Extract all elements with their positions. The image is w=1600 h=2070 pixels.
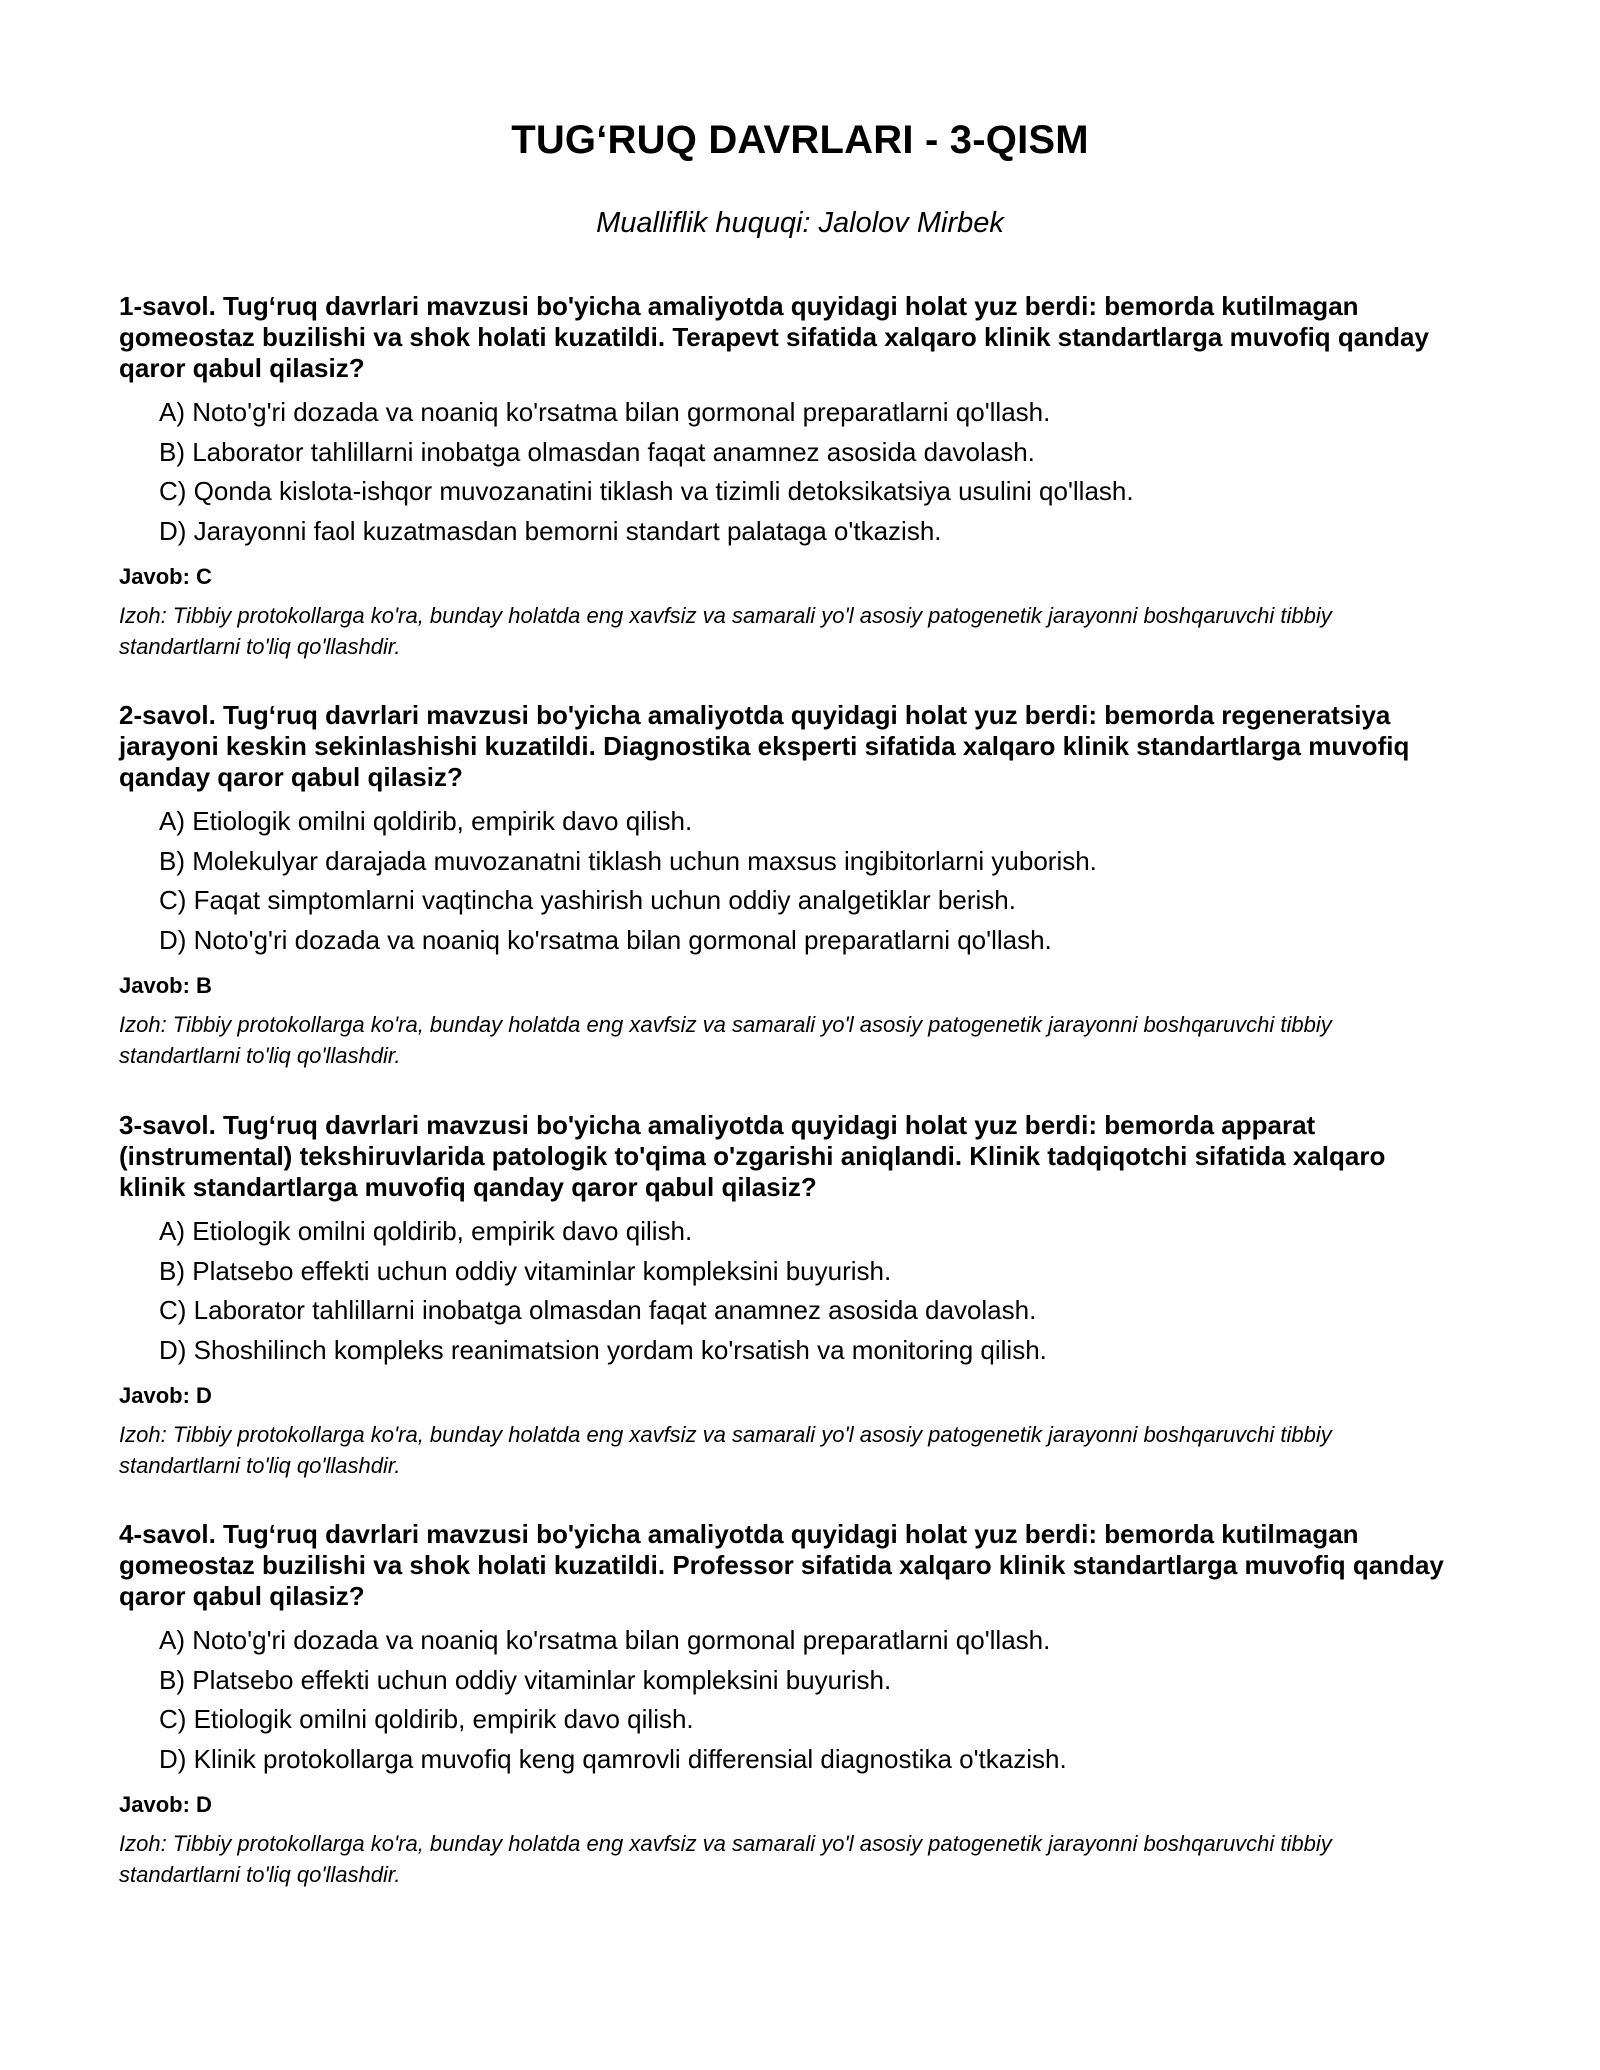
explanation-note: Izoh: Tibbiy protokollarga ko'ra, bunday holatda eng xavfsiz va samarali yo'l asosiy patogenetik jarayonni boshqaruvchi tibbiy standartlarni to'liq qo'llashdir. bbox=[119, 603, 1332, 659]
question-block-1 bbox=[119, 291, 1459, 662]
answer-options bbox=[159, 802, 1459, 960]
answer-label: Javob: C bbox=[119, 564, 212, 589]
explanation-note: Izoh: Tibbiy protokollarga ko'ra, bunday holatda eng xavfsiz va samarali yo'l asosiy patogenetik jarayonni boshqaruvchi tibbiy standartlarni to'liq qo'llashdir. bbox=[119, 1012, 1332, 1068]
option-c: C) Etiologik omilni qoldirib, empirik davo qilish. bbox=[159, 1704, 694, 1734]
answer-options bbox=[159, 1621, 1459, 1779]
option-c: C) Faqat simptomlarni vaqtincha yashirish uchun oddiy analgetiklar berish. bbox=[159, 885, 1016, 915]
option-d: D) Jarayonni faol kuzatmasdan bemorni standart palataga o'tkazish. bbox=[159, 515, 942, 546]
page-title: TUG‘RUQ DAVRLARI - 3-QISM bbox=[511, 118, 1089, 162]
option-a: A) Noto'g'ri dozada va noaniq ko'rsatma bilan gormonal preparatlarni qo'llash. bbox=[159, 1625, 1051, 1655]
option-c: C) Qonda kislota-ishqor muvozanatini tiklash va tizimli detoksikatsiya usulini qo'llash. bbox=[159, 476, 1134, 506]
explanation-note: Izoh: Tibbiy protokollarga ko'ra, bunday holatda eng xavfsiz va samarali yo'l asosiy patogenetik jarayonni boshqaruvchi tibbiy standartlarni to'liq qo'llashdir. bbox=[119, 1831, 1332, 1887]
option-a: A) Etiologik omilni qoldirib, empirik davo qilish. bbox=[159, 806, 693, 836]
option-b: B) Platsebo effekti uchun oddiy vitaminlar kompleksini buyurish. bbox=[159, 1255, 892, 1286]
option-d: D) Klinik protokollarga muvofiq keng qamrovli differensial diagnostika o'tkazish. bbox=[159, 1743, 1067, 1774]
answer-options bbox=[159, 393, 1459, 551]
option-b: B) Platsebo effekti uchun oddiy vitaminlar kompleksini buyurish. bbox=[159, 1664, 892, 1695]
option-b: B) Molekulyar darajada muvozanatni tiklash uchun maxsus ingibitorlarni yuborish. bbox=[159, 845, 1097, 876]
question-text: 3-savol. Tug‘ruq davrlari mavzusi bo'yicha amaliyotda quyidagi holat yuz berdi: bemorda apparat (instrumental) tekshiruvlarida patologik to'qima o'zgarishi aniqlandi. Klinik tadqiqotchi sifatida xalqaro klinik standartlarga muvofiq qanday qaror qabul qilasiz? bbox=[119, 1110, 1386, 1202]
explanation-note: Izoh: Tibbiy protokollarga ko'ra, bunday holatda eng xavfsiz va samarali yo'l asosiy patogenetik jarayonni boshqaruvchi tibbiy standartlarni to'liq qo'llashdir. bbox=[119, 1422, 1332, 1478]
answer-label: Javob: D bbox=[119, 1383, 212, 1408]
option-a: A) Etiologik omilni qoldirib, empirik davo qilish. bbox=[159, 1216, 693, 1246]
copyright-subtitle: Mualliflik huquqi: Jalolov Mirbek bbox=[596, 207, 1004, 239]
option-a: A) Noto'g'ri dozada va noaniq ko'rsatma bilan gormonal preparatlarni qo'llash. bbox=[159, 397, 1051, 427]
question-text: 1-savol. Tug‘ruq davrlari mavzusi bo'yicha amaliyotda quyidagi holat yuz berdi: bemorda kutilmagan gomeostaz buzilishi va shok holati kuzatildi. Terapevt sifatida xalqaro klinik standartlarga muvofiq qanday qaror qabul qilasiz? bbox=[119, 291, 1429, 383]
option-b: B) Laborator tahlillarni inobatga olmasdan faqat anamnez asosida davolash. bbox=[159, 436, 1035, 467]
answer-label: Javob: D bbox=[119, 1792, 212, 1817]
question-text: 2-savol. Tug‘ruq davrlari mavzusi bo'yicha amaliyotda quyidagi holat yuz berdi: bemorda regeneratsiya jarayoni keskin sekinlashishi kuzatildi. Diagnostika eksperti sifatida xalqaro klinik standartlarga muvofiq qanday qaror qabul qilasiz? bbox=[119, 700, 1410, 792]
question-block-2 bbox=[119, 700, 1459, 1071]
question-block-3 bbox=[119, 1110, 1459, 1481]
answer-label: Javob: B bbox=[119, 973, 212, 998]
question-block-4 bbox=[119, 1519, 1459, 1890]
option-c: C) Laborator tahlillarni inobatga olmasdan faqat anamnez asosida davolash. bbox=[159, 1295, 1037, 1325]
answer-options bbox=[159, 1212, 1459, 1370]
question-text: 4-savol. Tug‘ruq davrlari mavzusi bo'yicha amaliyotda quyidagi holat yuz berdi: bemorda kutilmagan gomeostaz buzilishi va shok holati kuzatildi. Professor sifatida xalqaro klinik standartlarga muvofiq qanday qaror qabul qilasiz? bbox=[119, 1519, 1444, 1611]
option-d: D) Shoshilinch kompleks reanimatsion yordam ko'rsatish va monitoring qilish. bbox=[159, 1334, 1047, 1365]
option-d: D) Noto'g'ri dozada va noaniq ko'rsatma bilan gormonal preparatlarni qo'llash. bbox=[159, 924, 1052, 955]
